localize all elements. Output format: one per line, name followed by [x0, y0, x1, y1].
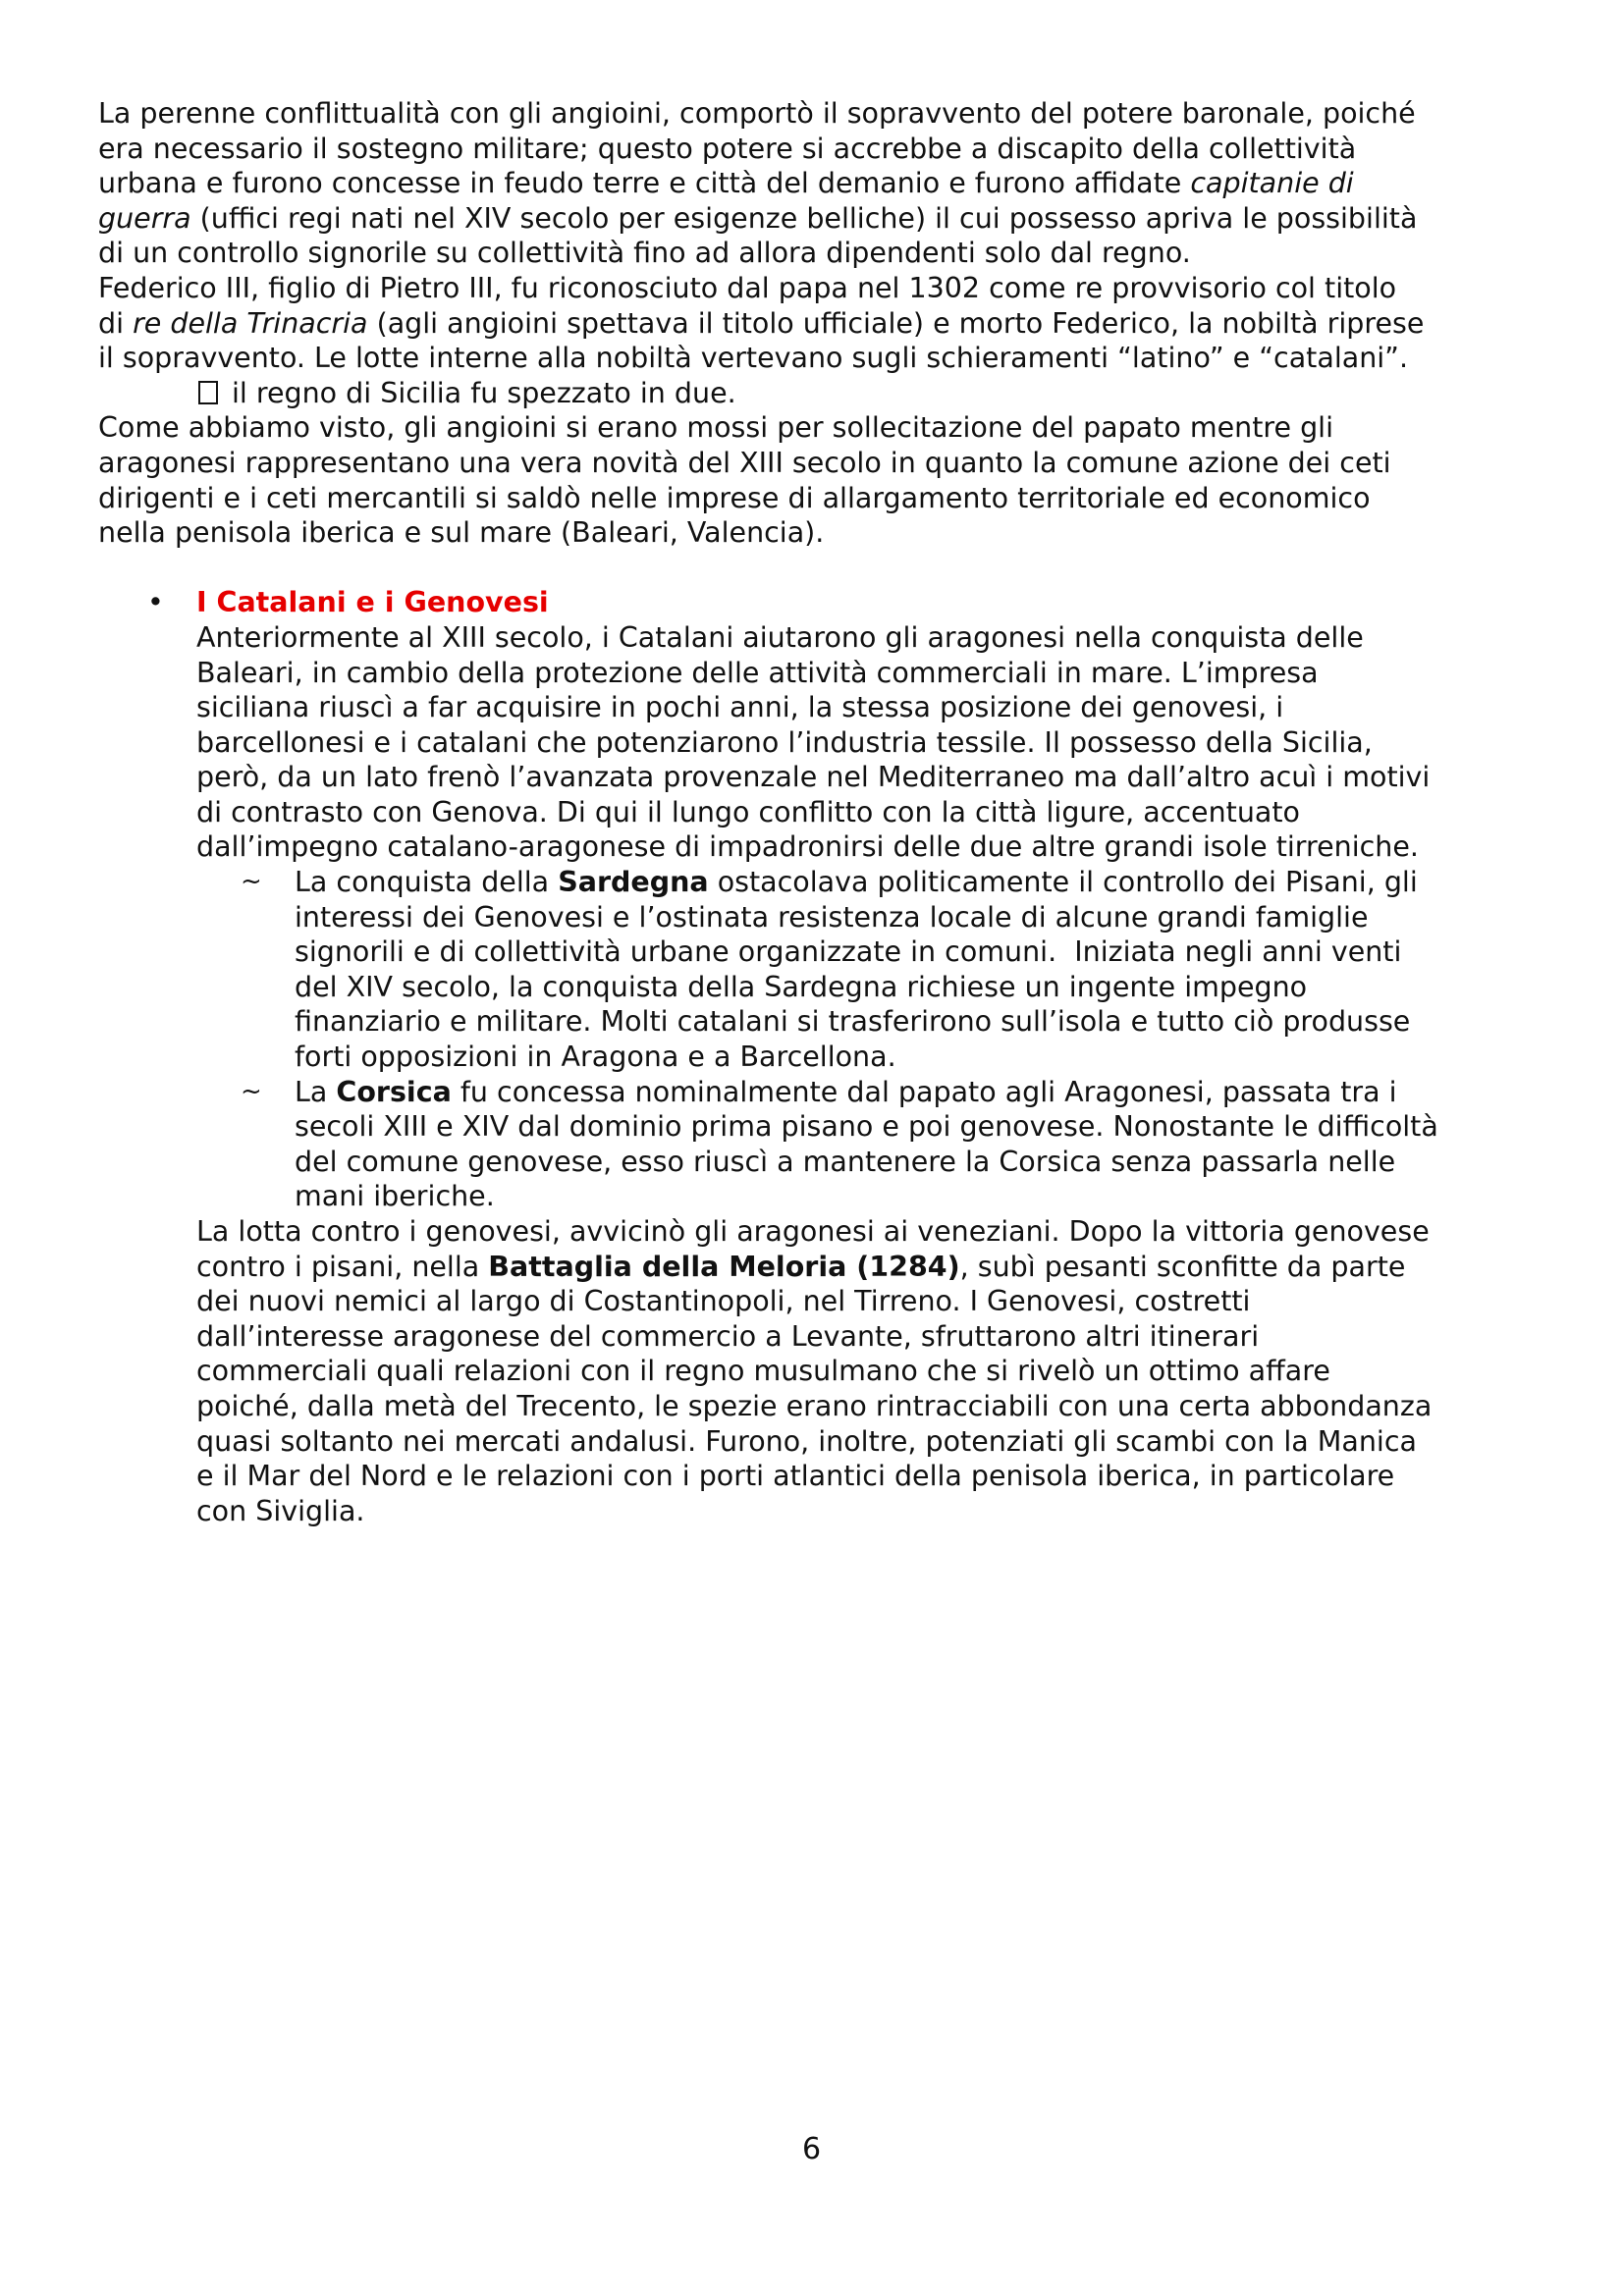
section-heading: I Catalani e i Genovesi — [196, 586, 549, 619]
text-line: forti opposizioni in Aragona e a Barcellona. — [295, 1041, 896, 1074]
italic-term: re della Trinacria — [133, 306, 368, 340]
italic-term: capitanie di — [1190, 167, 1354, 200]
text-line: finanziario e militare. Molti catalani si trasferirono sull’isola e tutto ciò produsse — [295, 1005, 1411, 1039]
sub-item-corsica — [98, 1075, 1512, 1110]
section-paragraph-1 — [98, 620, 1512, 865]
tilde-marker: ~ — [241, 867, 262, 897]
text-line: urbana e furono concesse in feudo terre e città del demanio e furono affidate capitanie di — [98, 167, 1354, 200]
section-paragraph-2 — [98, 1214, 1512, 1528]
text-line: del XIV secolo, la conquista della Sardegna richiese un ingente impegno — [295, 970, 1308, 1003]
text-line: con Siviglia. — [196, 1494, 365, 1527]
italic-term: guerra — [98, 201, 191, 235]
text-line: aragonesi rappresentano una vera novità del XIII secolo in quanto la comune azione dei ceti — [98, 446, 1391, 479]
text-line: Anteriormente al XIII secolo, i Catalani aiutarono gli aragonesi nella conquista delle — [196, 620, 1364, 654]
text-line: quasi soltanto nei mercati andalusi. Furono, inoltre, potenziati gli scambi con la Manica — [196, 1424, 1417, 1458]
text-line: e il Mar del Nord e le relazioni con i porti atlantici della penisola iberica, in particolare — [196, 1460, 1395, 1493]
text-line: di contrasto con Genova. Di qui il lungo conflitto con la città ligure, accentuato — [196, 795, 1300, 828]
arrow-right-icon — [196, 379, 224, 406]
text-line: dall’impegno catalano-aragonese di impadronirsi delle due altre grandi isole tirreniche. — [196, 830, 1419, 864]
text-line: dei nuovi nemici al largo di Costantinopoli, nel Tirreno. I Genovesi, costretti — [196, 1285, 1251, 1318]
bold-term: Corsica — [336, 1075, 452, 1108]
text-line: Baleari, in cambio della protezione delle attività commerciali in mare. L’impresa — [196, 656, 1319, 689]
text-line: nella penisola iberica e sul mare (Baleari, Valencia). — [98, 516, 825, 550]
tilde-marker: ~ — [241, 1076, 262, 1106]
text-line: il sopravvento. Le lotte interne alla nobiltà vertevano sugli schieramenti “latino” e “catalani”. — [98, 342, 1409, 375]
bullet-icon: • — [147, 586, 164, 619]
text-line: La perenne conflittualità con gli angioini, comportò il sopravvento del potere baronale, poiché — [98, 97, 1416, 130]
text-line: La lotta contro i genovesi, avvicinò gli aragonesi ai veneziani. Dopo la vittoria genovese — [196, 1215, 1430, 1248]
section-catalani-genovesi — [98, 585, 1512, 620]
bold-term: Sardegna — [558, 866, 709, 899]
text-line: dall’interesse aragonese del commercio a Levante, sfruttarono altri itinerari — [196, 1319, 1260, 1353]
bold-term: Battaglia della Meloria (1284) — [488, 1250, 960, 1283]
text-line: dirigenti e i ceti mercantili si saldò nelle imprese di allargamento territoriale ed economico — [98, 481, 1371, 514]
sub-item-sardegna — [98, 865, 1512, 900]
text-line: di re della Trinacria (agli angioini spettava il titolo ufficiale) e morto Federico, la nobiltà riprese — [98, 306, 1425, 340]
text-line: contro i pisani, nella Battaglia della Meloria (1284), subì pesanti sconfitte da parte — [196, 1250, 1406, 1283]
text-line: del comune genovese, esso riuscì a mantenere la Corsica senza passarla nelle — [295, 1145, 1396, 1178]
text-line: era necessario il sostegno militare; questo potere si accrebbe a discapito della collettività — [98, 132, 1357, 165]
text-line: di un controllo signorile su collettività fino ad allora dipendenti solo dal regno. — [98, 237, 1191, 270]
text-line: interessi dei Genovesi e l’ostinata resistenza locale di alcune grandi famiglie — [295, 900, 1369, 934]
text-line: La conquista della Sardegna ostacolava politicamente il controllo dei Pisani, gli — [295, 866, 1418, 899]
text-line: però, da un lato frenò l’avanzata provenzale nel Mediterraneo ma dall’altro acuì i motivi — [196, 761, 1431, 794]
text-line: La Corsica fu concessa nominalmente dal papato agli Aragonesi, passata tra i — [295, 1075, 1397, 1108]
text-line: guerra (uffici regi nati nel XIV secolo per esigenze belliche) il cui possesso apriva le possibilità — [98, 201, 1418, 235]
text-line: siciliana riuscì a far acquisire in pochi anni, la stessa posizione dei genovesi, i — [196, 691, 1284, 724]
text-line: commerciali quali relazioni con il regno musulmano che si rivelò un ottimo affare — [196, 1355, 1330, 1388]
text-line: secoli XIII e XIV dal dominio prima pisano e poi genovese. Nonostante le difficoltà — [295, 1110, 1438, 1144]
text-line: mani iberiche. — [295, 1180, 495, 1213]
page-number: 6 — [801, 2132, 822, 2166]
text-line: Federico III, figlio di Pietro III, fu riconosciuto dal papa nel 1302 come re provvisorio col titolo — [98, 271, 1397, 304]
paragraph-baronial-power — [98, 96, 1512, 1528]
text-line: signorili e di collettività urbane organizzate in comuni. Iniziata negli anni venti — [295, 935, 1402, 969]
text-line: barcellonesi e i catalani che potenziarono l’industria tessile. Il possesso della Sicilia, — [196, 725, 1373, 759]
text-line: poiché, dalla metà del Trecento, le spezie erano rintracciabili con una certa abbondanza — [196, 1389, 1433, 1422]
text-line: Come abbiamo visto, gli angioini si erano mossi per sollecitazione del papato mentre gli — [98, 411, 1334, 445]
text-line-arrow: il regno di Sicilia fu spezzato in due. — [98, 376, 1512, 411]
